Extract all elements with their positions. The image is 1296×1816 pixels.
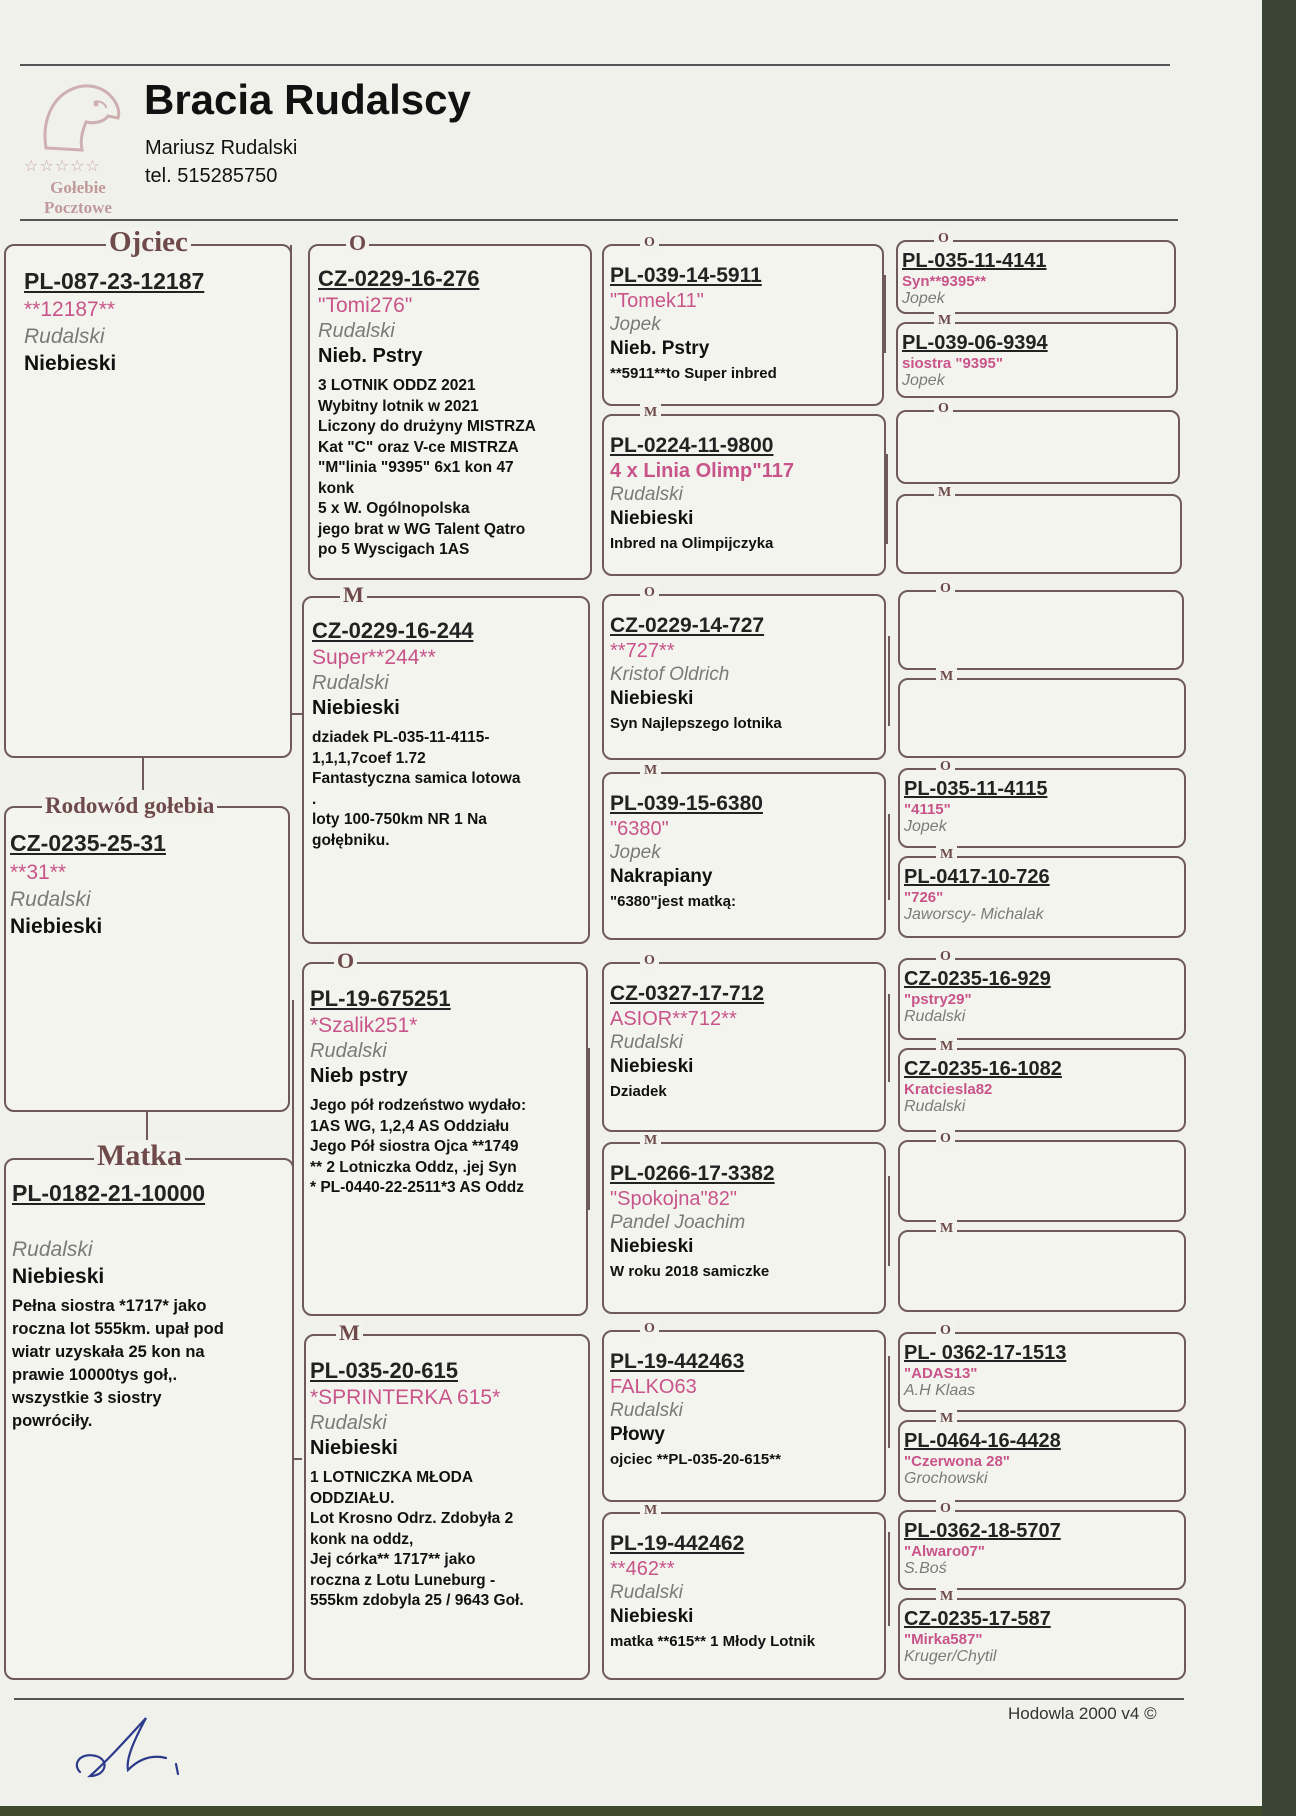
sex-label: O — [936, 1322, 955, 1340]
pigeon-name: **462** — [610, 1558, 675, 1580]
sex-label: O — [934, 230, 953, 248]
ancestor-card-fff — [602, 235, 884, 406]
pigeon-name: ASIOR**712** — [610, 1008, 737, 1030]
feather-color: Nakrapiany — [610, 866, 713, 887]
sex-label: M — [936, 1410, 957, 1428]
ancestor-card-ffm — [602, 405, 886, 576]
ancestor-card-g4 — [898, 669, 1186, 758]
ancestor-card-g4: O PL- 0362-17-1513 "ADAS13" A.H Klaas — [898, 1332, 1186, 1412]
sex-label: M — [640, 1502, 661, 1520]
ring-number: CZ-0235-25-31 — [10, 830, 166, 856]
pigeon-name: "Tomi276" — [318, 294, 413, 317]
connector — [886, 454, 888, 544]
pigeon-name: *Szalik251* — [310, 1014, 418, 1037]
sex-label: M — [640, 404, 661, 422]
father-card — [4, 226, 292, 758]
breeder-name: Rudalski — [310, 1040, 387, 1062]
ancestor-card-g4 — [896, 401, 1180, 484]
ring-number: PL-039-14-5911 — [610, 264, 762, 287]
sex-label: M — [936, 1588, 957, 1606]
connector — [888, 1356, 890, 1448]
feather-color: Niebieski — [12, 1265, 105, 1288]
ancestor-card-mfm — [602, 1133, 886, 1314]
main-pigeon-card — [4, 793, 290, 1112]
pigeon-notes: Syn Najlepszego lotnika — [610, 715, 782, 732]
pigeon-name: *SPRINTERKA 615* — [310, 1386, 501, 1409]
sex-label: M — [340, 584, 367, 606]
pigeon-notes: ojciec **PL-035-20-615** — [610, 1451, 781, 1468]
sex-label: M — [936, 846, 957, 864]
sex-label: O — [640, 584, 659, 602]
breeder-name: Rudalski — [10, 888, 91, 911]
paternal-grandfather-card — [308, 230, 592, 580]
pigeon-notes: **5911**to Super inbred — [610, 365, 777, 382]
breeder-name: Kristof Oldrich — [610, 664, 730, 685]
connector — [888, 1532, 890, 1626]
ring-number: CZ-0229-16-276 — [318, 266, 480, 291]
pigeon-name: "Spokojna"82" — [610, 1188, 737, 1210]
connector — [888, 814, 890, 900]
ancestor-card-g4: O PL-035-11-4141 Syn**9395** Jopek — [896, 240, 1176, 314]
ancestor-card-g4: O PL-035-11-4115 "4115" Jopek — [898, 768, 1186, 848]
sex-label: O — [640, 1320, 659, 1338]
feather-color: Niebieski — [312, 697, 400, 719]
logo — [24, 78, 132, 216]
ring-number: CZ-0229-16-244 — [312, 618, 474, 643]
sex-label: O — [936, 1500, 955, 1518]
ring-number: CZ-0229-14-727 — [610, 614, 765, 637]
paternal-grandmother-card — [302, 582, 590, 944]
pedigree-label: Rodowód gołebia — [42, 793, 217, 819]
eagle-head-icon — [34, 78, 124, 154]
breeder-name: Rudalski — [610, 1032, 683, 1053]
feather-color: Niebieski — [610, 688, 694, 709]
breeder-name: Rudalski — [12, 1238, 93, 1261]
header-divider — [20, 219, 1178, 221]
pigeon-notes: W roku 2018 samiczke — [610, 1263, 770, 1280]
sex-label: O — [936, 758, 955, 776]
pigeon-name — [12, 1211, 286, 1235]
ancestor-card-g4 — [896, 485, 1182, 574]
father-label: Ojciec — [106, 227, 191, 257]
feather-color: Niebieski — [10, 915, 103, 938]
feather-color: Niebieski — [610, 1056, 694, 1077]
feather-color: Niebieski — [610, 1606, 694, 1627]
feather-color: Płowy — [610, 1424, 665, 1445]
mother-card — [4, 1139, 294, 1680]
sex-label: M — [936, 1038, 957, 1056]
connector — [888, 636, 890, 726]
connector — [888, 1176, 890, 1266]
ring-number: PL-0182-21-10000 — [12, 1180, 206, 1206]
breeder-name: Rudalski — [610, 1582, 683, 1603]
maternal-grandmother-card — [304, 1320, 590, 1680]
handwritten-signature — [66, 1710, 206, 1790]
bottom-divider — [14, 1698, 1184, 1700]
sex-label: O — [640, 234, 659, 252]
breeder-name: Pandel Joachim — [610, 1212, 746, 1233]
maternal-grandfather-card — [302, 948, 588, 1316]
sex-label: O — [936, 948, 955, 966]
pigeon-name: FALKO63 — [610, 1376, 697, 1398]
pigeon-name: **727** — [610, 640, 675, 662]
ring-number: CZ-0327-17-712 — [610, 982, 765, 1005]
feather-color: Niebieski — [610, 508, 694, 529]
connector — [888, 994, 890, 1082]
pigeon-notes: Dziadek — [610, 1083, 667, 1100]
connector — [884, 275, 886, 353]
breeder-name: Rudalski — [318, 320, 395, 342]
ancestor-card-mmf — [602, 1321, 886, 1502]
feather-color: Niebieski — [610, 1236, 694, 1257]
ancestor-card-g4: O CZ-0235-16-929 "pstry29" Rudalski — [898, 958, 1186, 1040]
connector — [142, 756, 144, 790]
feather-color: Nieb. Pstry — [318, 345, 423, 367]
top-divider — [20, 64, 1170, 66]
mother-label: Matka — [94, 1140, 185, 1172]
pigeon-notes: dziadek PL-035-11-4115- 1,1,1,7coef 1.72 Fantastyczna samica lotowa . loty 100-750km NR 1 Na gołębniku. — [312, 729, 521, 849]
pigeon-name: **12187** — [24, 298, 116, 321]
sex-label: O — [936, 580, 955, 598]
ring-number: PL-0224-11-9800 — [610, 434, 774, 457]
sex-label: O — [640, 952, 659, 970]
ancestor-card-g4: M CZ-0235-16-1082 Kratciesla82 Rudalski — [898, 1048, 1186, 1132]
feather-color: Niebieski — [310, 1437, 398, 1459]
breeder-name: Rudalski — [24, 325, 105, 348]
ancestor-card-mff — [602, 953, 886, 1132]
ring-number: PL-19-675251 — [310, 986, 451, 1011]
pigeon-name: **31** — [10, 861, 67, 884]
feather-color: Nieb. Pstry — [610, 338, 710, 359]
ancestor-card-g4: M PL-0417-10-726 "726" Jaworscy- Michalak — [898, 856, 1186, 938]
feather-color: Nieb pstry — [310, 1065, 408, 1087]
ancestor-card-g4: M CZ-0235-17-587 "Mirka587" Kruger/Chytil — [898, 1598, 1186, 1680]
owner-phone: tel. 515285750 — [145, 165, 278, 187]
ring-number: PL-035-20-615 — [310, 1358, 458, 1383]
pigeon-name: Super**244** — [312, 646, 436, 669]
sex-label: M — [934, 484, 955, 502]
pigeon-notes: 3 LOTNIK ODDZ 2021 Wybitny lotnik w 2021 Liczony do drużyny MISTRZA Kat "C" oraz V-ce MISTRZA "M"linia "9395" 6x1 kon 47 konk 5 x W. Ogólnopolska jego brat w WG Talent Qatro po 5 Wyscigach 1AS — [318, 377, 536, 558]
logo-line-2: Pocztowe — [44, 198, 112, 217]
ancestor-card-g4: O PL-0362-18-5707 "Alwaro07" S.Boś — [898, 1510, 1186, 1590]
sex-label: M — [640, 1132, 661, 1150]
sex-label: M — [640, 762, 661, 780]
sex-label: M — [936, 1220, 957, 1238]
sex-label: M — [934, 312, 955, 330]
ancestor-card-mmm — [602, 1503, 886, 1680]
pigeon-notes: Inbred na Olimpijczyka — [610, 535, 774, 552]
ring-number: PL-087-23-12187 — [24, 268, 205, 294]
breeder-name: Jopek — [610, 314, 661, 335]
pigeon-name: "Tomek11" — [610, 290, 704, 312]
sex-label: O — [936, 1130, 955, 1148]
owner-name: Mariusz Rudalski — [145, 137, 298, 159]
breeder-name: Rudalski — [610, 1400, 683, 1421]
breeder-name: Rudalski — [610, 484, 683, 505]
ancestor-card-fmm — [602, 763, 886, 940]
background-edge — [1262, 0, 1296, 1816]
ancestor-card-fmf — [602, 585, 886, 760]
pigeon-notes: 1 LOTNICZKA MŁODA ODDZIAŁU. Lot Krosno Odrz. Zdobyła 2 konk na oddz, Jej córka** 1717** jako roczna z Lotu Luneburg - 555km zdobyla 25 / 9643 Goł. — [310, 1469, 524, 1609]
ancestor-card-g4: M PL-039-06-9394 siostra "9395" Jopek — [896, 322, 1178, 398]
software-footer: Hodowla 2000 v4 © — [1008, 1704, 1157, 1723]
sex-label: O — [334, 950, 357, 972]
ring-number: PL-19-442462 — [610, 1532, 745, 1555]
breeder-name: Jopek — [610, 842, 661, 863]
sex-label: O — [934, 400, 953, 418]
pigeon-name: 4 x Linia Olimp"117 — [610, 460, 795, 482]
sex-label: O — [346, 232, 369, 254]
breeder-name: Rudalski — [312, 672, 389, 694]
breeder-title: Bracia Rudalscy — [144, 76, 471, 123]
ancestor-card-g4: M PL-0464-16-4428 "Czerwona 28" Grochowski — [898, 1420, 1186, 1502]
rating-stars-icon: ☆☆☆☆☆ — [24, 156, 101, 175]
connector — [588, 1048, 590, 1210]
pigeon-name: "6380" — [610, 818, 669, 840]
ancestor-card-g4 — [898, 1131, 1186, 1222]
ring-number: PL-039-15-6380 — [610, 792, 763, 815]
sex-label: M — [336, 1322, 363, 1344]
ring-number: PL-19-442463 — [610, 1350, 745, 1373]
logo-line-1: Gołebie — [50, 178, 106, 197]
pigeon-notes: "6380"jest matką: — [610, 893, 736, 910]
pigeon-notes: Jego pół rodzeństwo wydało: 1AS WG, 1,2,4 AS Oddziału Jego Pół siostra Ojca **1749 ** 2 Lotniczka Oddz, .jej Syn * PL-0440-22-2511*3 AS Oddz — [310, 1097, 527, 1196]
ancestor-card-g4 — [898, 1221, 1186, 1312]
pigeon-notes: matka **615** 1 Młody Lotnik — [610, 1633, 816, 1650]
sex-label: M — [936, 668, 957, 686]
ring-number: PL-0266-17-3382 — [610, 1162, 775, 1185]
feather-color: Niebieski — [24, 352, 117, 375]
breeder-name: Rudalski — [310, 1412, 387, 1434]
ancestor-card-g4 — [898, 581, 1184, 670]
pigeon-notes: Pełna siostra *1717* jako roczna lot 555km. upał pod wiatr uzyskała 25 kon na prawie 10000tys goł,. wszystkie 3 siostry powróciły. — [12, 1297, 224, 1430]
